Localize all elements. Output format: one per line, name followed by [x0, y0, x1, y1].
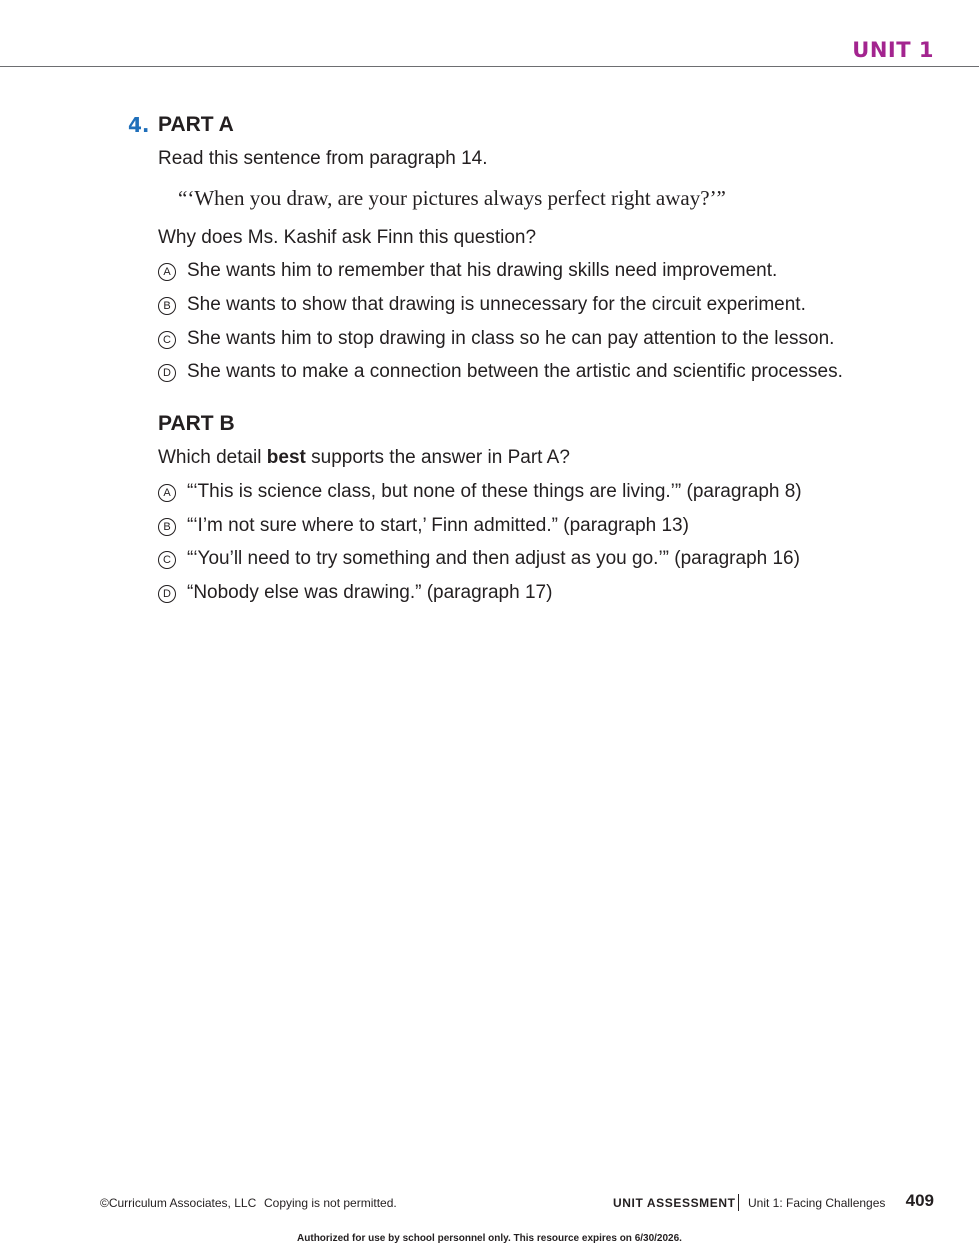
prompt-text-after: supports the answer in Part A?	[305, 447, 570, 468]
page-number: 409	[905, 1191, 934, 1210]
answer-bubble[interactable]: B	[158, 518, 176, 536]
unit-label: UNIT 1	[852, 38, 934, 62]
answer-bubble[interactable]: D	[158, 364, 176, 382]
part-b-heading: PART B	[158, 412, 235, 435]
prompt-emphasis: best	[266, 447, 306, 468]
option-text: “‘You’ll need to try something and then adjust as you go.’” (paragraph 16)	[187, 548, 800, 569]
answer-bubble[interactable]: A	[158, 263, 176, 281]
prompt-text-before: Which detail	[158, 447, 267, 468]
answer-bubble[interactable]: C	[158, 551, 176, 569]
footer-section: UNIT ASSESSMENT	[613, 1196, 736, 1210]
answer-bubble[interactable]: A	[158, 484, 176, 502]
answer-bubble[interactable]: C	[158, 331, 176, 349]
authorization-notice: Authorized for use by school personnel only. This resource expires on 6/30/2026.	[297, 1233, 682, 1244]
option-text: She wants him to stop drawing in class so he can pay attention to the lesson.	[187, 328, 835, 349]
part-a-heading: PART A	[158, 113, 234, 136]
option-text: She wants him to remember that his drawing skills need improvement.	[187, 260, 778, 281]
footer-unit-title: Unit 1: Facing Challenges	[748, 1196, 886, 1210]
part-b-prompt	[158, 447, 570, 469]
footer-copyright: ©Curriculum Associates, LLC	[100, 1196, 257, 1210]
footer-copy-notice: Copying is not permitted.	[264, 1196, 397, 1210]
part-a-prompt: Why does Ms. Kashif ask Finn this question?	[158, 227, 537, 248]
footer-separator	[738, 1194, 739, 1211]
answer-bubble[interactable]: D	[158, 585, 176, 603]
option-text: “‘I’m not sure where to start,’ Finn admitted.” (paragraph 13)	[187, 515, 689, 536]
option-text: She wants to make a connection between the artistic and scientific processes.	[187, 361, 843, 382]
option-text: “Nobody else was drawing.” (paragraph 17)	[187, 582, 553, 603]
question-number: 4.	[128, 113, 150, 137]
answer-bubble[interactable]: B	[158, 297, 176, 315]
part-a-intro: Read this sentence from paragraph 14.	[158, 148, 488, 169]
option-text: “‘This is science class, but none of these things are living.’” (paragraph 8)	[187, 481, 802, 502]
excerpt-quote: “‘When you draw, are your pictures always perfect right away?’”	[178, 186, 726, 210]
option-text: She wants to show that drawing is unnecessary for the circuit experiment.	[187, 294, 806, 315]
header-divider	[0, 66, 979, 67]
